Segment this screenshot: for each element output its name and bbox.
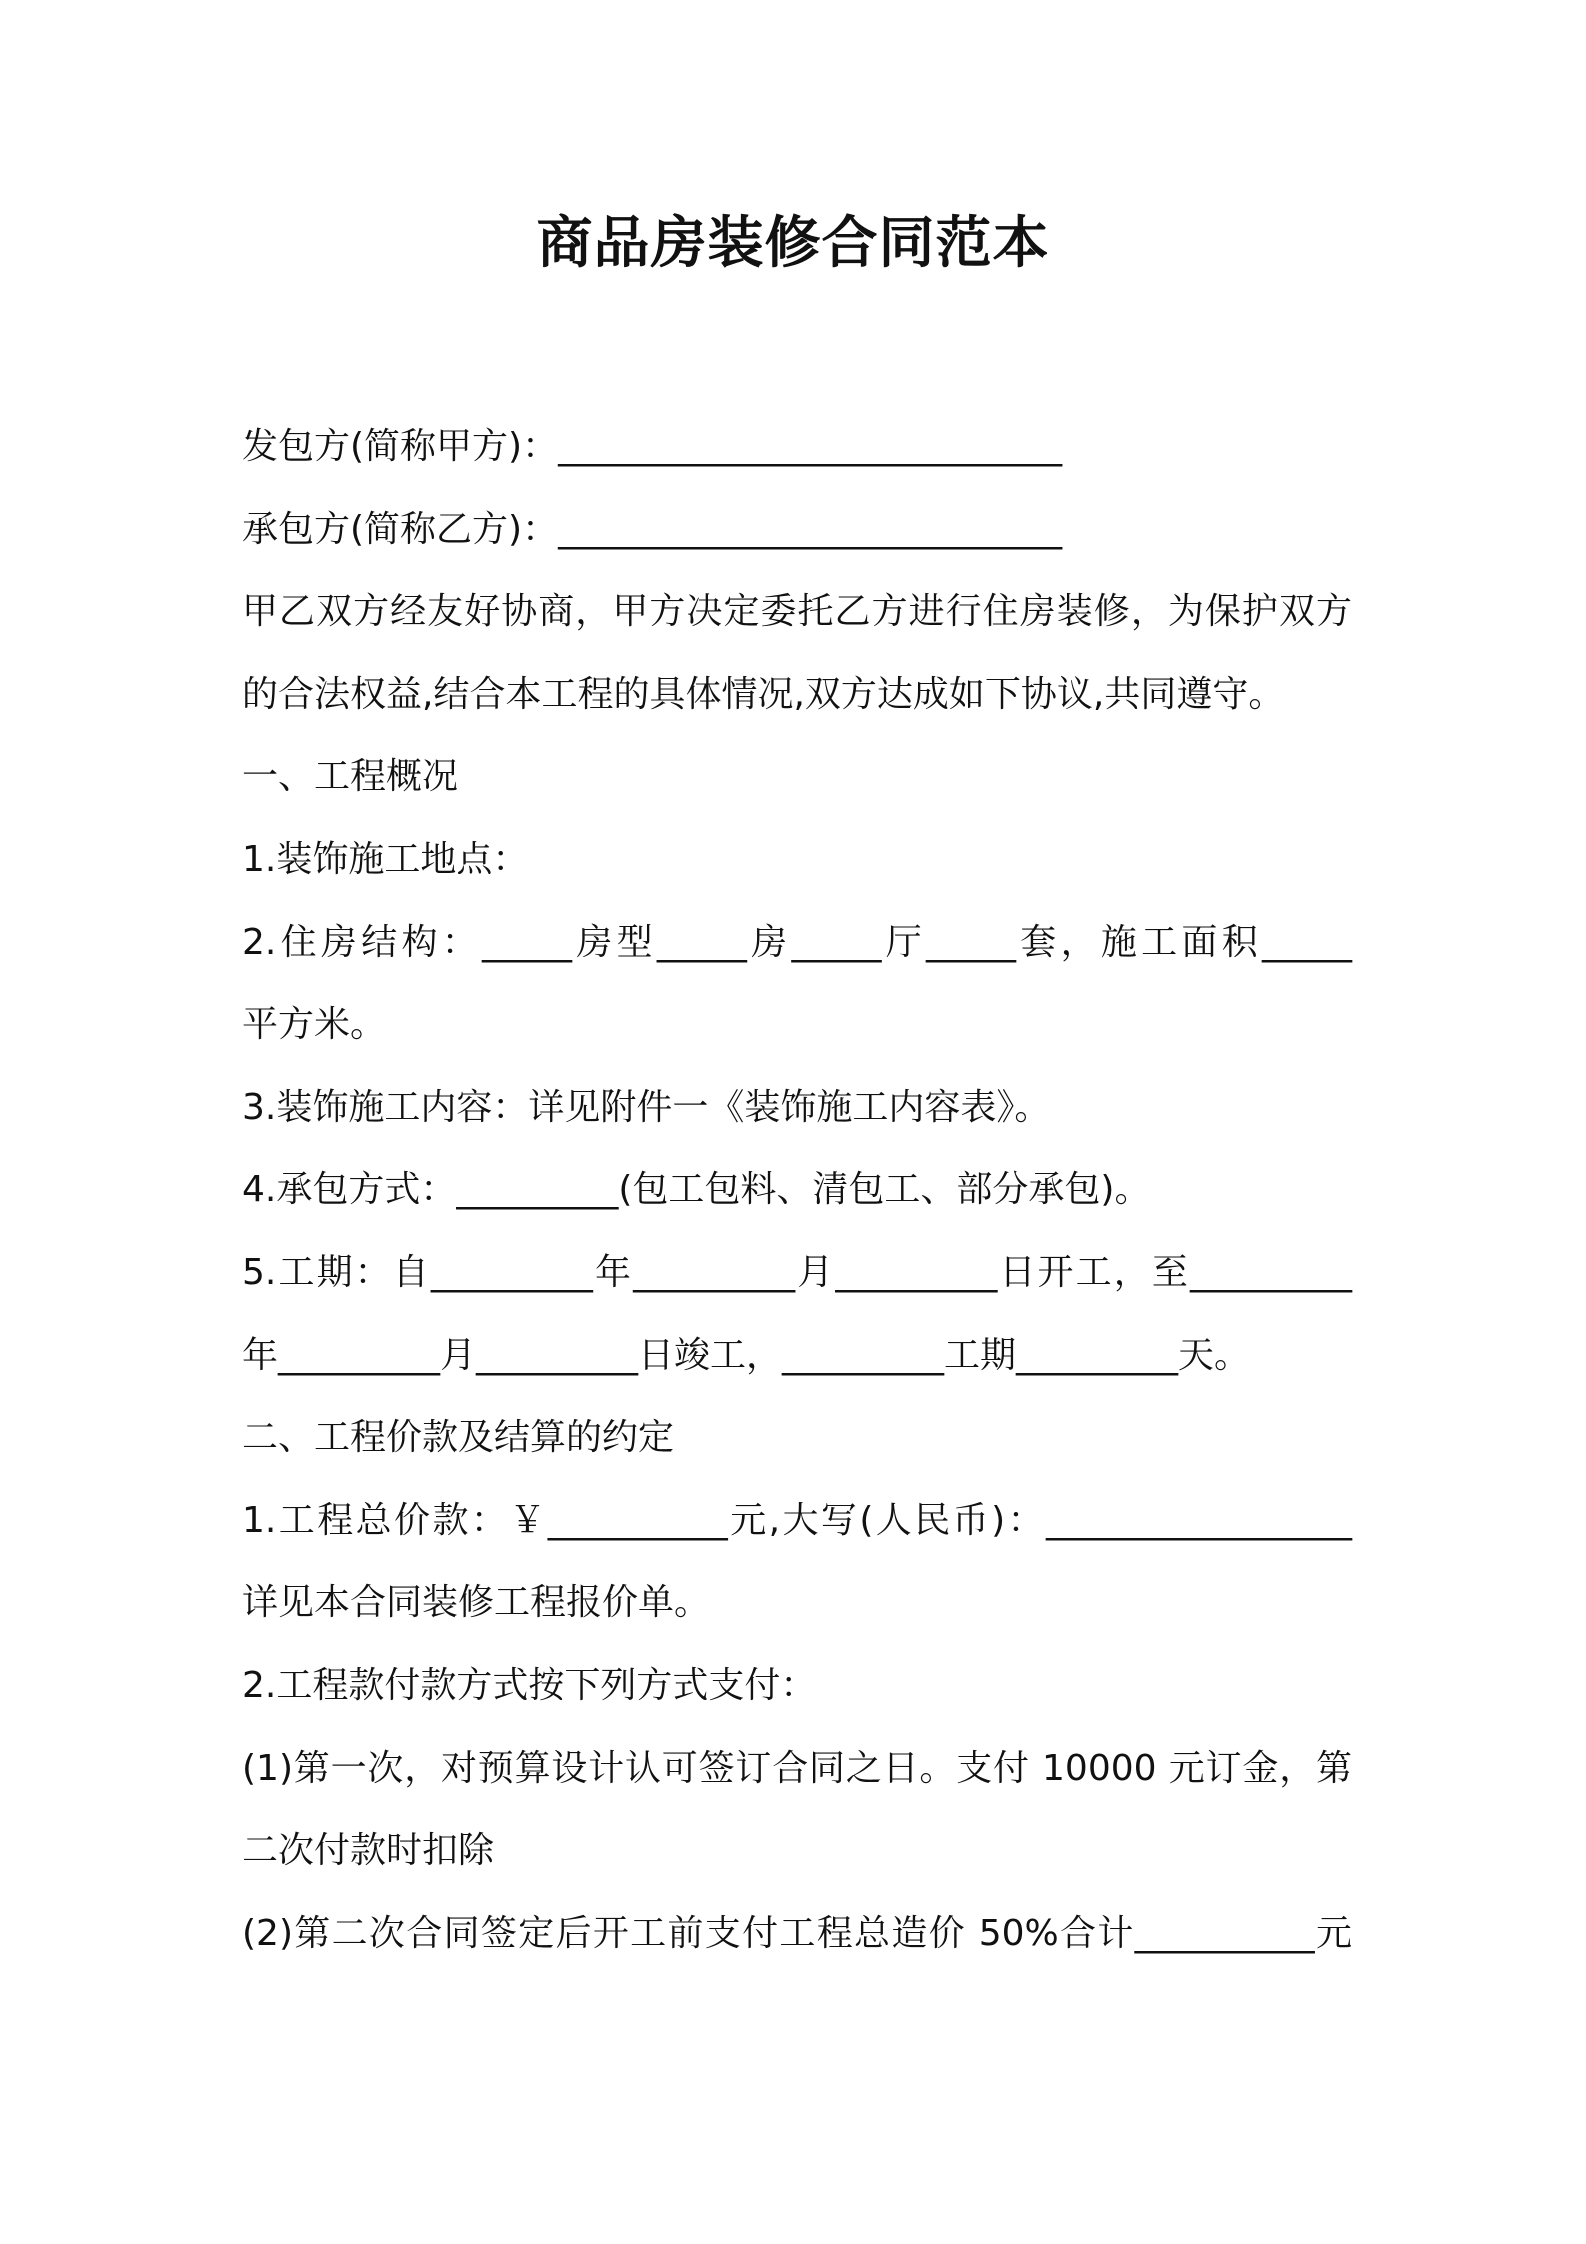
clause-contract-mode: 4.承包方式：_________(包工包料、清包工、部分承包)。 [242,1169,1151,1211]
clause-period-line-2: 年_________月_________日竣工，_________工期_________天。 [242,1334,1251,1376]
clause-structure-line-1: 2.住房结构：_____房型_____房_____厅_____套，施工面积_____ [242,921,1352,963]
clause-structure-line-2: 平方米。 [242,1004,387,1046]
document-body [242,406,1352,1975]
clause-period-line-1: 5.工期：自_________年_________月_________日开工，至_________ [242,1251,1352,1293]
clause-total-price-line-1: 1.工程总价款：￥__________元,大写(人民币)：_________________ [242,1499,1352,1541]
preamble-line-1: 甲乙双方经友好协商，甲方决定委托乙方进行住房装修，为保护双方 [242,591,1352,633]
preamble-line-2: 的合法权益,结合本工程的具体情况,双方达成如下协议,共同遵守。 [242,673,1285,715]
clause-payment-1-line-1: (1)第一次，对预算设计认可签订合同之日。支付 10000 元订金，第 [242,1747,1352,1789]
clause-location: 1.装饰施工地点： [242,838,529,880]
document-title: 商品房装修合同范本 [536,211,1050,276]
clause-total-price-line-2: 详见本合同装修工程报价单。 [242,1582,711,1624]
section-heading-price: 二、工程价款及结算的约定 [242,1417,675,1459]
party-a-line: 发包方(简称甲方)：____________________________ [242,426,1063,467]
clause-payment-method: 2.工程款付款方式按下列方式支付： [242,1664,817,1706]
clause-payment-1-line-2: 二次付款时扣除 [242,1830,495,1872]
section-heading-overview: 一、工程概况 [242,756,459,798]
party-b-line: 承包方(简称乙方)：____________________________ [242,508,1063,550]
clause-content: 3.装饰施工内容：详见附件一《装饰施工内容表》。 [242,1086,1051,1128]
clause-payment-2: (2)第二次合同签定后开工前支付工程总造价 50%合计__________元 [242,1912,1352,1954]
